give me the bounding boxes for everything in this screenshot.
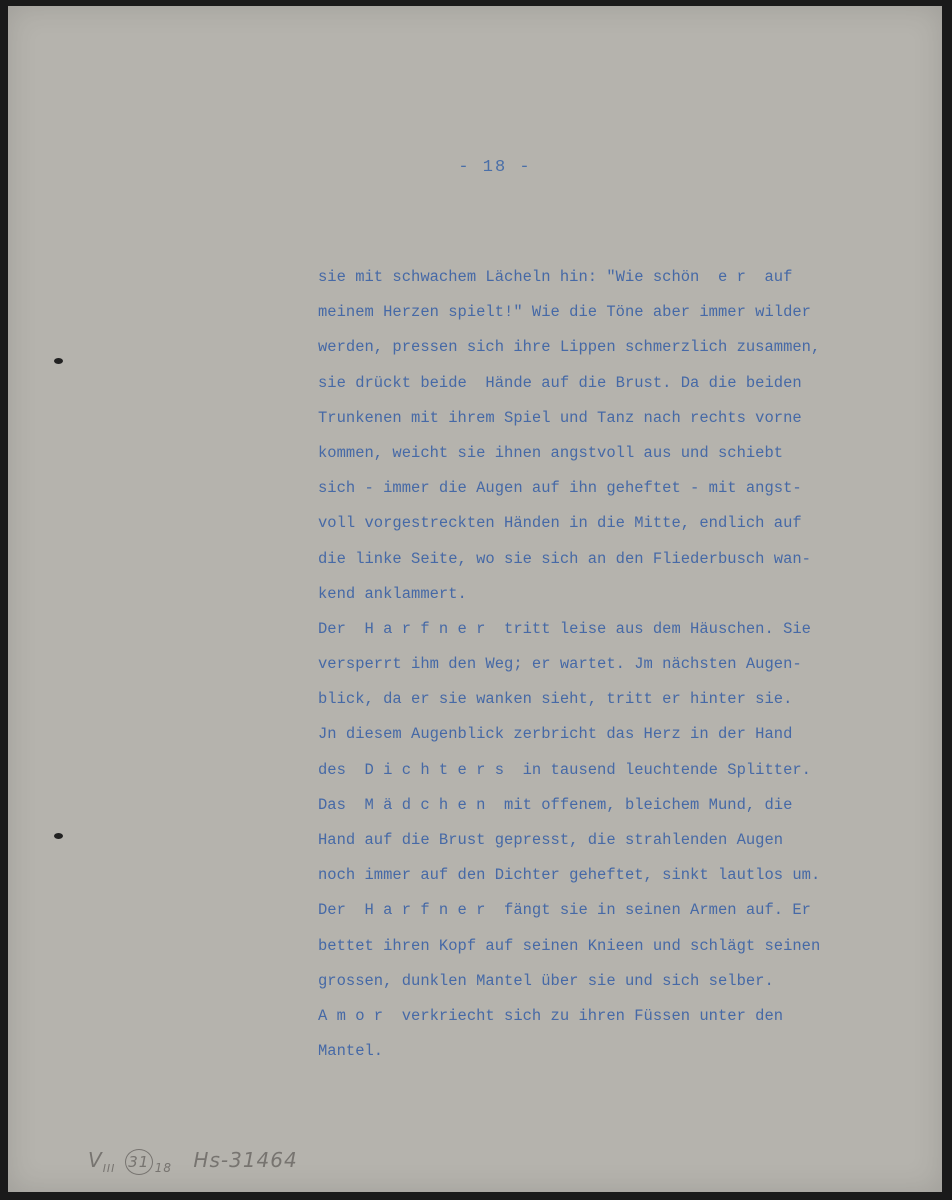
page-number: - 18 -	[458, 158, 532, 177]
text-line: Jn diesem Augenblick zerbricht das Herz in der Hand	[318, 725, 793, 744]
text-line: Hand auf die Brust gepresst, die strahlenden Augen	[318, 831, 784, 849]
text-line: werden, pressen sich ihre Lippen schmerzlich zusammen,	[318, 338, 821, 357]
archive-circled-number: 31	[125, 1149, 153, 1175]
text-line: kend anklammert.	[318, 584, 467, 603]
text-line: voll vorgestreckten Händen in die Mitte, endlich auf	[318, 514, 802, 533]
text-line: des D i c h t e r s in tausend leuchtende Splitter.	[318, 760, 811, 779]
archive-mark	[88, 1148, 298, 1175]
text-line: Das M ä d c h e n mit offenem, bleichem Mund, die	[318, 795, 793, 814]
text-line: Mantel.	[318, 1042, 384, 1061]
archive-suffix: 18	[154, 1161, 173, 1175]
archive-signature: Hs-31464	[193, 1148, 298, 1172]
text-line: sie drückt beide Hände auf die Brust. Da die beiden	[318, 373, 802, 392]
text-line: Trunkenen mit ihrem Spiel und Tanz nach rechts vorne	[318, 408, 802, 427]
text-line: noch immer auf den Dichter geheftet, sinkt lautlos um.	[318, 866, 821, 885]
archive-prefix: V	[88, 1148, 103, 1172]
text-line: A m o r verkriecht sich zu ihren Füssen unter den	[318, 1006, 784, 1025]
text-line: bettet ihren Kopf auf seinen Knieen und schlägt seinen	[318, 936, 821, 955]
archive-roman: III	[102, 1162, 116, 1175]
text-line: kommen, weicht sie ihnen angstvoll aus und schiebt	[318, 443, 784, 462]
document-page	[8, 6, 942, 1192]
typed-text-body	[318, 260, 918, 1069]
punch-hole-bottom	[54, 833, 63, 839]
text-line: blick, da er sie wanken sieht, tritt er hinter sie.	[318, 690, 793, 709]
text-line: Der H a r f n e r fängt sie in seinen Armen auf. Er	[318, 901, 811, 920]
text-line: die linke Seite, wo sie sich an den Fliederbusch wan-	[318, 549, 811, 568]
punch-hole-top	[54, 358, 63, 364]
text-line: sich - immer die Augen auf ihn geheftet - mit angst-	[318, 479, 802, 498]
text-line: Der H a r f n e r tritt leise aus dem Häuschen. Sie	[318, 619, 811, 638]
text-line: meinem Herzen spielt!" Wie die Töne aber immer wilder	[318, 303, 811, 322]
text-line: grossen, dunklen Mantel über sie und sich selber.	[318, 971, 774, 990]
text-line: versperrt ihm den Weg; er wartet. Jm nächsten Augen-	[318, 655, 802, 674]
text-line: sie mit schwachem Lächeln hin: "Wie schön e r auf	[318, 268, 793, 286]
